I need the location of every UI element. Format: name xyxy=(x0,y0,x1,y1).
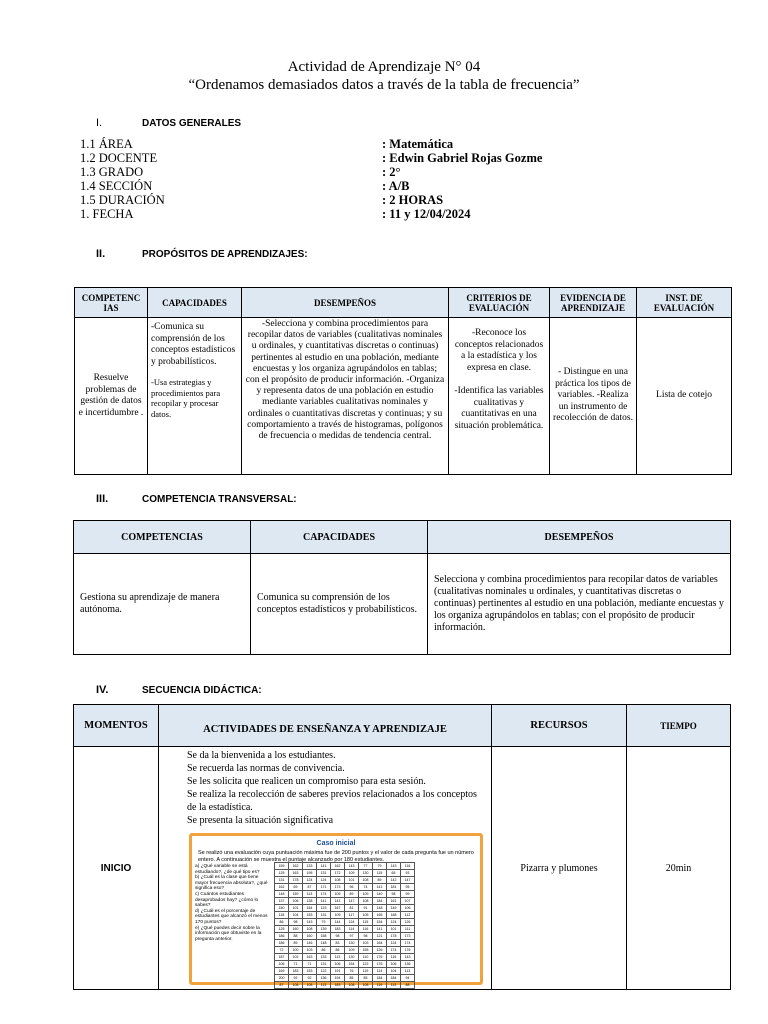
grid-cell: 101 xyxy=(345,877,359,884)
grid-cell: 124 xyxy=(387,919,401,926)
grid-cell: 98 xyxy=(331,933,345,940)
grid-cell: 154 xyxy=(345,961,359,968)
grid-cell: 136 xyxy=(317,975,331,982)
grid-cell: 178 xyxy=(387,933,401,940)
activity-title: Actividad de Aprendizaje N° 04 xyxy=(287,59,481,75)
grid-cell: 93 xyxy=(401,870,415,877)
grid-cell: 195 xyxy=(303,870,317,877)
grid-cell: 106 xyxy=(387,961,401,968)
tiempo-cell: 20min xyxy=(627,747,731,990)
grid-cell: 133 xyxy=(317,954,331,961)
actividades-cell xyxy=(159,747,492,990)
grid-cell: 174 xyxy=(401,940,415,947)
grid-cell: 183 xyxy=(331,982,345,989)
grid-cell: 69 xyxy=(289,884,303,891)
grid-cell: 142 xyxy=(387,877,401,884)
grid-cell: 148 xyxy=(275,891,289,898)
grid-row xyxy=(275,912,415,919)
grid-row xyxy=(275,975,415,982)
grid-cell: 153 xyxy=(303,912,317,919)
grid-cell: 172 xyxy=(331,870,345,877)
grid-cell: 121 xyxy=(373,933,387,940)
grid-cell: 163 xyxy=(289,870,303,877)
evidencia-cell: - Distingue en una práctica los tipos de variables. -Realiza un instrumento de recolección de datos. xyxy=(550,318,637,475)
grid-cell: 137 xyxy=(275,898,289,905)
grid-cell: 184 xyxy=(373,975,387,982)
grid-cell: 79 xyxy=(373,863,387,870)
grid-cell: 131 xyxy=(317,912,331,919)
grid-row xyxy=(275,933,415,940)
grid-cell: 111 xyxy=(401,926,415,933)
grid-cell: 123 xyxy=(317,905,331,912)
grid-cell: 113 xyxy=(317,982,331,989)
competencia-cell: Gestiona su aprendizaje de manera autónoma. xyxy=(74,554,251,655)
instrumento-cell: Lista de cotejo xyxy=(637,318,732,475)
grid-cell: 92 xyxy=(289,975,303,982)
datos-row: 1.1 ÁREA : Matemática xyxy=(80,137,454,151)
grid-cell: 163 xyxy=(303,954,317,961)
grid-cell: 162 xyxy=(275,884,289,891)
grid-cell: 86 xyxy=(317,947,331,954)
grid-cell: 143 xyxy=(401,954,415,961)
grid-cell: 116 xyxy=(387,954,401,961)
section-label: PROPÓSITOS DE APRENDIZAJES: xyxy=(142,249,308,260)
grid-row xyxy=(275,940,415,947)
grid-cell: 95 xyxy=(401,884,415,891)
grid-cell: 65 xyxy=(387,870,401,877)
actividad-line: Se realiza la recolección de saberes previos relacionados a los conceptos de la estadística. xyxy=(187,789,477,813)
grid-cell: 119 xyxy=(359,968,373,975)
grid-cell: 94 xyxy=(401,975,415,982)
grid-cell: 130 xyxy=(359,870,373,877)
grid-cell: 119 xyxy=(373,982,387,989)
grid-cell: 149 xyxy=(387,905,401,912)
caso-inicial-figure xyxy=(189,833,483,985)
grid-row xyxy=(275,982,415,989)
grid-cell: 124 xyxy=(317,877,331,884)
caso-question: a) ¿Qué variable se está estudiando?, ¿de qué tipo es? xyxy=(195,864,260,875)
grid-cell: 77 xyxy=(359,863,373,870)
grid-cell: 110 xyxy=(359,954,373,961)
criterios-cell xyxy=(449,318,550,475)
capacidad-cell: Comunica su comprensión de los conceptos estadísticos y probabilísticos. xyxy=(251,554,428,655)
col-header: DESEMPEÑOS xyxy=(428,521,731,554)
grid-cell: 91 xyxy=(359,905,373,912)
grid-cell: 114 xyxy=(345,926,359,933)
section-transversal xyxy=(96,493,297,505)
grid-cell: 141 xyxy=(317,898,331,905)
grid-cell: 98 xyxy=(289,919,303,926)
secuencia-table xyxy=(73,704,731,990)
grid-cell: 147 xyxy=(345,898,359,905)
grid-cell: 105 xyxy=(359,912,373,919)
grid-cell: 158 xyxy=(317,933,331,940)
col-header: COMPETENC IAS xyxy=(75,288,148,318)
grid-cell: 92 xyxy=(303,975,317,982)
actividad-line: Se presenta la situación significativa xyxy=(187,815,334,826)
grid-cell: 108 xyxy=(331,877,345,884)
grid-cell: 101 xyxy=(387,926,401,933)
grid-cell: 108 xyxy=(359,982,373,989)
col-header: COMPETENCIAS xyxy=(74,521,251,554)
grid-cell: 130 xyxy=(345,954,359,961)
grid-cell: 98 xyxy=(359,933,373,940)
grid-cell: 200 xyxy=(275,975,289,982)
caso-question: c) Cuántos estudiantes desaprobados hay? ¿cómo lo sabes? xyxy=(195,891,259,909)
grid-row xyxy=(275,870,415,877)
caso-data-grid xyxy=(274,862,415,989)
grid-cell: 96 xyxy=(345,884,359,891)
grid-cell: 146 xyxy=(303,940,317,947)
grid-row xyxy=(275,884,415,891)
grid-row xyxy=(275,968,415,975)
grid-cell: 141 xyxy=(331,898,345,905)
col-header: TIEMPO xyxy=(627,705,731,747)
grid-cell: 79 xyxy=(317,919,331,926)
caso-questions xyxy=(195,864,271,942)
grid-cell: 109 xyxy=(359,891,373,898)
grid-cell: 85 xyxy=(359,975,373,982)
grid-cell: 103 xyxy=(359,940,373,947)
grid-cell: 109 xyxy=(345,870,359,877)
grid-cell: 109 xyxy=(331,912,345,919)
grid-row xyxy=(275,961,415,968)
grid-cell: 103 xyxy=(303,947,317,954)
caso-intro: Se realizó una evaluación cuya puntuación máxima fue de 200 puntos y el valor de cada pregunta fue un número entero. A continuación se muestra el puntaje alcanzado por 180 estudiantes. xyxy=(198,850,474,863)
grid-cell: 112 xyxy=(401,912,415,919)
section-label: COMPETENCIA TRANSVERSAL: xyxy=(142,494,297,505)
caso-question: e) ¿Qué puedes decir sobre la información que obtuviste en la pregunta anterior. xyxy=(195,925,262,942)
actividad-line: Se da la bienvenida a los estudiantes. xyxy=(187,750,336,761)
grid-cell: 85 xyxy=(345,975,359,982)
grid-cell: 176 xyxy=(401,947,415,954)
grid-cell: 88 xyxy=(401,982,415,989)
capacidades-cell xyxy=(148,318,242,475)
grid-cell: 106 xyxy=(275,961,289,968)
grid-cell: 106 xyxy=(289,898,303,905)
grid-row xyxy=(275,947,415,954)
grid-cell: 126 xyxy=(373,947,387,954)
grid-cell: 150 xyxy=(275,905,289,912)
grid-cell: 126 xyxy=(401,919,415,926)
grid-row xyxy=(275,898,415,905)
grid-cell: 108 xyxy=(303,982,317,989)
grid-cell: 71 xyxy=(289,961,303,968)
grid-cell: 72 xyxy=(275,947,289,954)
grid-cell: 86 xyxy=(331,947,345,954)
section-label: DATOS GENERALES xyxy=(142,118,242,129)
section-number: I. xyxy=(96,117,103,129)
grid-cell: 106 xyxy=(331,961,345,968)
datos-row: 1.5 DURACIÓN : 2 HORAS xyxy=(80,193,444,207)
grid-row xyxy=(275,905,415,912)
grid-cell: 184 xyxy=(387,975,401,982)
momento-cell: INICIO xyxy=(74,747,159,990)
grid-cell: 160 xyxy=(303,933,317,940)
col-header: CAPACIDADES xyxy=(148,288,242,318)
grid-cell: 101 xyxy=(289,905,303,912)
col-header: EVIDENCIA DE APRENDIZAJE xyxy=(550,288,637,318)
grid-cell: 187 xyxy=(275,954,289,961)
grid-cell: 173 xyxy=(401,933,415,940)
grid-row xyxy=(275,877,415,884)
grid-cell: 108 xyxy=(289,982,303,989)
grid-cell: 102 xyxy=(289,954,303,961)
datos-row: 1.3 GRADO : 2° xyxy=(80,165,401,179)
grid-cell: 148 xyxy=(373,905,387,912)
grid-cell: 118 xyxy=(275,912,289,919)
col-header: CAPACIDADES xyxy=(251,521,428,554)
actividad-line: Se recuerda las normas de convivencia. xyxy=(187,763,345,774)
grid-row xyxy=(275,863,415,870)
grid-cell: 186 xyxy=(275,933,289,940)
grid-cell: 178 xyxy=(289,877,303,884)
grid-cell: 99 xyxy=(401,891,415,898)
grid-cell: 74 xyxy=(359,884,373,891)
grid-cell: 115 xyxy=(359,919,373,926)
grid-cell: 143 xyxy=(303,919,317,926)
grid-cell: 89 xyxy=(289,940,303,947)
section-number: IV. xyxy=(96,684,109,696)
caso-question: d) ¿Cuál es el porcentaje de estudiantes que alcanzó el menos 170 puntos? xyxy=(195,908,268,925)
grid-cell: 167 xyxy=(331,905,345,912)
grid-cell: 113 xyxy=(401,968,415,975)
grid-cell: 173 xyxy=(331,884,345,891)
grid-cell: 162 xyxy=(289,863,303,870)
grid-cell: 113 xyxy=(331,954,345,961)
grid-cell: 148 xyxy=(317,940,331,947)
grid-cell: 125 xyxy=(275,870,289,877)
grid-cell: 131 xyxy=(275,877,289,884)
grid-cell: 171 xyxy=(317,884,331,891)
grid-cell: 130 xyxy=(345,940,359,947)
grid-cell: 86 xyxy=(275,919,289,926)
caso-question: b) ¿Cuál es la clase que tiene mayor frecuencia absoluta?, ¿qué significa eso? xyxy=(195,875,268,892)
grid-cell: 147 xyxy=(401,877,415,884)
grid-cell: 108 xyxy=(359,877,373,884)
section-label: SECUENCIA DIDÁCTICA: xyxy=(142,685,262,696)
grid-cell: 139 xyxy=(317,926,331,933)
propositos-table xyxy=(74,287,732,475)
grid-cell: 100 xyxy=(289,947,303,954)
caso-title: Caso inicial xyxy=(316,840,356,847)
grid-cell: 133 xyxy=(303,863,317,870)
grid-cell: 159 xyxy=(275,863,289,870)
grid-cell: 183 xyxy=(289,968,303,975)
grid-cell: 140 xyxy=(373,891,387,898)
col-header: RECURSOS xyxy=(492,705,627,747)
col-header: CRITERIOS DE EVALUACIÓN xyxy=(449,288,550,318)
grid-cell: 136 xyxy=(401,961,415,968)
datos-generales-list xyxy=(80,137,542,221)
grid-cell: 71 xyxy=(303,961,317,968)
grid-cell: 174 xyxy=(317,891,331,898)
col-header: DESEMPEÑOS xyxy=(242,288,449,318)
capacidad-1: -Comunica su comprensión de los conceptos estadísticos y probabilísticos. xyxy=(151,322,236,367)
grid-cell: 115 xyxy=(373,870,387,877)
grid-cell: 97 xyxy=(345,933,359,940)
grid-cell: 154 xyxy=(303,905,317,912)
recursos-cell: Pizarra y plumones xyxy=(492,747,627,990)
grid-cell: 125 xyxy=(275,926,289,933)
grid-cell: 194 xyxy=(331,975,345,982)
grid-cell: 98 xyxy=(387,891,401,898)
grid-cell: 153 xyxy=(303,968,317,975)
grid-cell: 122 xyxy=(317,968,331,975)
grid-cell: 109 xyxy=(331,891,345,898)
grid-cell: 131 xyxy=(317,870,331,877)
datos-row: 1.2 DOCENTE : Edwin Gabriel Rojas Gozme xyxy=(80,151,543,165)
grid-cell: 108 xyxy=(303,926,317,933)
grid-cell: 141 xyxy=(373,884,387,891)
grid-row xyxy=(275,926,415,933)
grid-cell: 109 xyxy=(345,947,359,954)
grid-cell: 117 xyxy=(345,912,359,919)
grid-cell: 106 xyxy=(401,905,415,912)
section-number: III. xyxy=(96,493,109,505)
grid-cell: 88 xyxy=(289,933,303,940)
grid-cell: 104 xyxy=(387,968,401,975)
grid-cell: 162 xyxy=(331,863,345,870)
activity-subtitle: “Ordenamos demasiados datos a través de la tabla de frecuencia” xyxy=(188,77,580,93)
desempenos-cell: -Selecciona y combina procedimientos para recopilar datos de variables (cualitativas nominales u ordinales, y cuantitativas discretas o continuas) pertinentes al estudio en una población, mediante encuestas y los organiza agrupándolos en tablas; con el propósito de producir información. -Organiza y representa datos de una población en estudio mediante variables cualitativas nominales y ordinales o cuantitativas discretas y continuas; y su comportamiento a través de histogramas, polígonos de frecuencia o medidas de tendencia central. xyxy=(242,318,449,475)
grid-cell: 191 xyxy=(331,968,345,975)
grid-cell: 138 xyxy=(303,898,317,905)
grid-cell: 160 xyxy=(289,926,303,933)
grid-cell: 141 xyxy=(317,863,331,870)
grid-cell: 168 xyxy=(387,912,401,919)
criterio-1: -Reconoce los conceptos relacionados a la estadística y los expresa en clase. xyxy=(454,328,544,373)
grid-cell: 83 xyxy=(331,940,345,947)
grid-cell: 81 xyxy=(345,905,359,912)
actividad-line: Se les solicita que realicen un compromiso para esta sesión. xyxy=(187,776,426,787)
grid-cell: 124 xyxy=(387,940,401,947)
grid-cell: 165 xyxy=(373,912,387,919)
grid-row xyxy=(275,954,415,961)
grid-cell: 89 xyxy=(345,891,359,898)
grid-cell: 108 xyxy=(345,982,359,989)
col-header: MOMENTOS xyxy=(74,705,159,747)
section-secuencia xyxy=(96,684,262,696)
grid-cell: 174 xyxy=(387,947,401,954)
grid-cell: 108 xyxy=(359,898,373,905)
grid-cell: 186 xyxy=(275,940,289,947)
grid-cell: 143 xyxy=(387,863,401,870)
grid-cell: 87 xyxy=(303,884,317,891)
grid-cell: 89 xyxy=(373,877,387,884)
grid-cell: 164 xyxy=(373,940,387,947)
grid-cell: 176 xyxy=(373,961,387,968)
grid-cell: 113 xyxy=(303,891,317,898)
grid-cell: 155 xyxy=(359,947,373,954)
grid-cell: 184 xyxy=(373,898,387,905)
grid-cell: 159 xyxy=(289,891,303,898)
grid-cell: 183 xyxy=(331,926,345,933)
grid-cell: 87 xyxy=(275,982,289,989)
grid-cell: 76 xyxy=(345,968,359,975)
grid-cell: 154 xyxy=(373,919,387,926)
grid-cell: 161 xyxy=(387,898,401,905)
grid-cell: 144 xyxy=(331,919,345,926)
col-header: INST. DE EVALUACIÓN xyxy=(637,288,732,318)
grid-row xyxy=(275,891,415,898)
grid-cell: 107 xyxy=(401,898,415,905)
grid-row xyxy=(275,919,415,926)
datos-row: 1. FECHA : 11 y 12/04/2024 xyxy=(80,207,471,221)
grid-cell: 124 xyxy=(303,877,317,884)
grid-cell: 143 xyxy=(345,863,359,870)
grid-cell: 116 xyxy=(401,863,415,870)
grid-cell: 104 xyxy=(289,912,303,919)
competencia-cell: Resuelve problemas de gestión de datos e incertidumbre . xyxy=(75,318,148,475)
col-header: ACTIVIDADES DE ENSEÑANZA Y APRENDIZAJE xyxy=(159,705,492,747)
section-number: II. xyxy=(96,248,106,260)
grid-cell: 113 xyxy=(387,982,401,989)
grid-cell: 116 xyxy=(359,926,373,933)
grid-cell: 122 xyxy=(359,961,373,968)
transversal-table xyxy=(73,520,731,655)
grid-cell: 114 xyxy=(373,968,387,975)
datos-row: 1.4 SECCIÓN : A/B xyxy=(80,179,410,193)
section-datos-generales xyxy=(96,117,241,129)
grid-cell: 181 xyxy=(387,884,401,891)
grid-cell: 124 xyxy=(345,919,359,926)
grid-cell: 169 xyxy=(275,968,289,975)
capacidad-2: -Usa estrategias y procedimientos para recopilar y procesar datos. xyxy=(151,377,221,419)
grid-cell: 176 xyxy=(373,954,387,961)
desempeno-cell: Selecciona y combina procedimientos para recopilar datos de variables (cualitativas nominales u ordinales, y cuantitativas discretas o continuas) pertinentes al estudio en una población, mediante encuestas y los organiza agrupándolos en tablas; con el propósito de producir información. xyxy=(428,554,731,655)
criterio-2: -Identifica las variables cualitativas y cuantitativas en una situación problemática. xyxy=(454,386,544,431)
grid-cell: 131 xyxy=(317,961,331,968)
grid-cell: 141 xyxy=(373,926,387,933)
section-propositos xyxy=(96,248,308,260)
